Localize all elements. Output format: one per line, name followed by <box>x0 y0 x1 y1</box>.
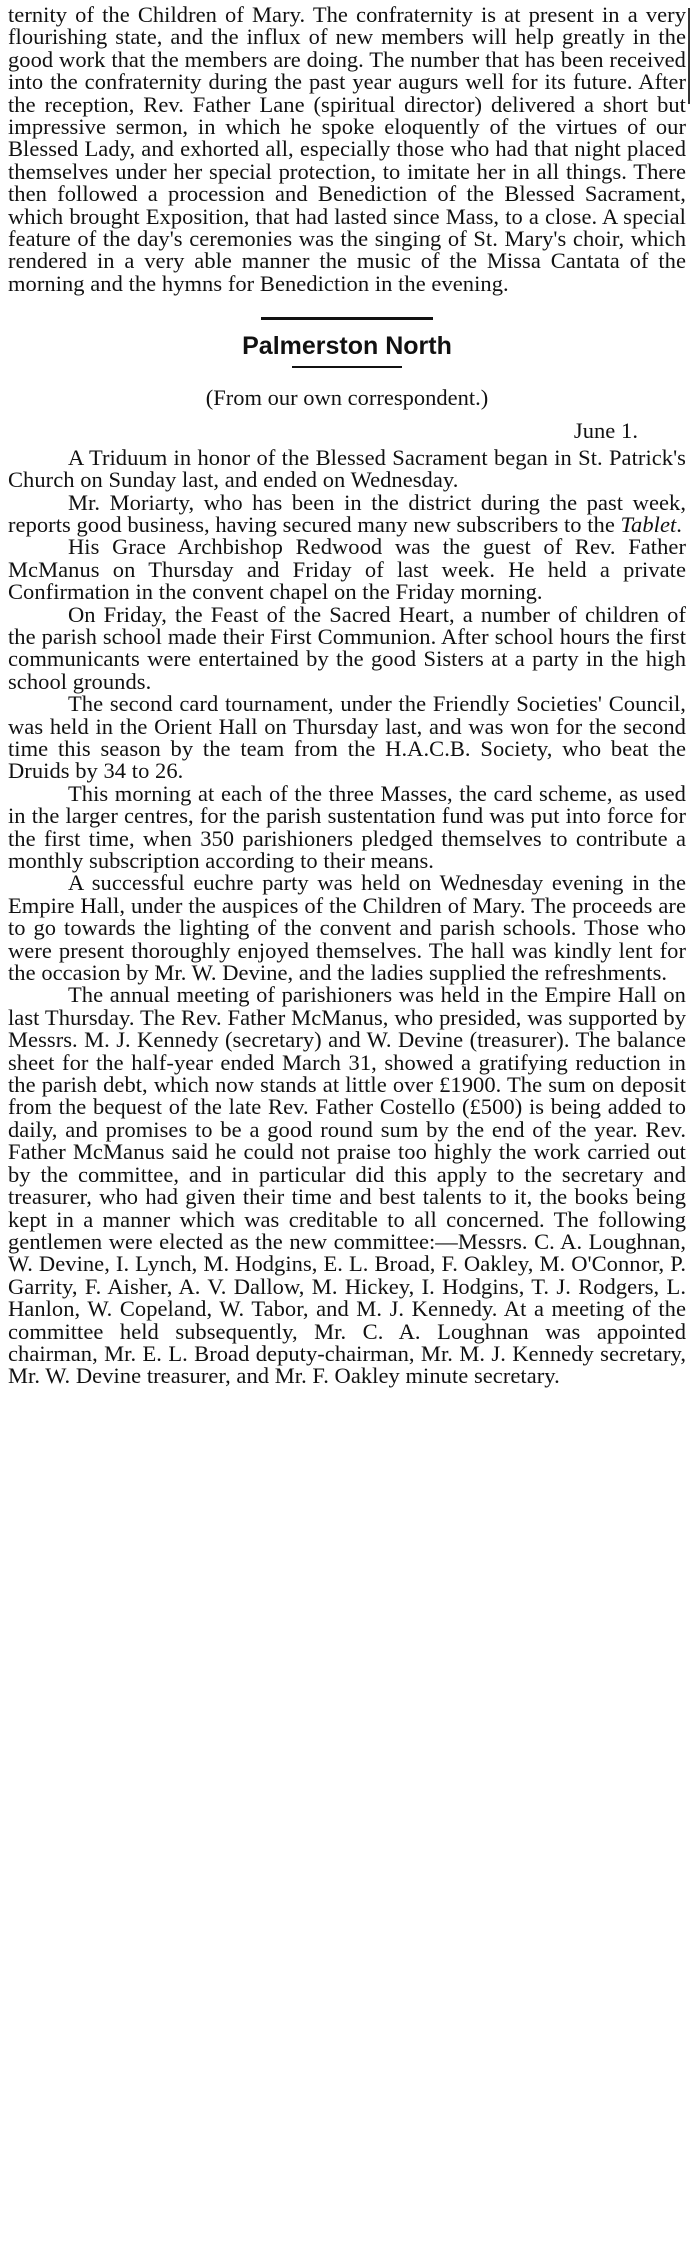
paragraph-moriarty <box>8 489 686 537</box>
paragraph-card-scheme: This morning at each of the three Masses, the card scheme, as used in the larger centres, for the parish sustentation fund was put into force for the first time, when 350 parishioners pledged themselves to contribute a monthly subscription according to their means. <box>8 780 686 873</box>
paragraph-moriarty-text: Mr. Moriarty, who has been in the district during the past week, reports good business, having secured many new subscribers to the <box>8 489 686 537</box>
paragraph-moriarty-end: . <box>676 511 682 537</box>
heading-underline-rule <box>292 366 402 368</box>
paragraph-euchre-party: A successful euchre party was held on Wednesday evening in the Empire Hall, under the auspices of the Children of Mary. The proceeds are to go towards the lighting of the convent and parish schools. Those who were present thoroughly enjoyed themselves. The hall was kindly lent for the occasion by Mr. W. Devine, and the ladies supplied the refreshments. <box>8 870 686 986</box>
correspondent-byline: (From our own correspondent.) <box>205 385 489 411</box>
article-continuation-paragraph: ternity of the Children of Mary. The confraternity is at present in a very flourishing state, and the influx of new members will help greatly in the good work that the members are doing. The number that has been received into the confraternity during the past year augurs well for its future. After the reception, Rev. Father Lane (spiritual director) delivered a short but impressive sermon, in which he spoke eloquently of the virtues of our Blessed Lady, and exhorted all, especially those who had that night placed themselves under her special protection, to imitate her in all things. There then followed a procession and Benediction of the Blessed Sacrament, which brought Exposition, that had lasted since Mass, to a close. A special feature of the day's ceremonies was the singing of St. Mary's choir, which rendered in a very able manner the music of the Missa Cantata of the morning and the hymns for Benediction in the evening. <box>8 2 686 296</box>
paragraph-triduum: A Triduum in honor of the Blessed Sacrament began in St. Patrick's Church on Sunday last, and ended on Wednesday. <box>8 444 686 493</box>
column-edge-rule <box>688 8 690 104</box>
section-heading: Palmerston North <box>242 332 452 361</box>
section-divider-rule <box>261 317 433 320</box>
paragraph-card-tournament: The second card tournament, under the Friendly Societies' Council, was held in the Orient Hall on Thursday last, and was won for the second time this season by the team from the H.A.C.B. Society, who beat the Druids by 34 to 26. <box>8 691 686 784</box>
publication-title: Tablet <box>620 511 677 537</box>
dateline: June 1. <box>573 418 638 444</box>
paragraph-annual-meeting: The annual meeting of parishioners was held in the Empire Hall on last Thursday. The Rev. Father McManus, who presided, was supported by Messrs. M. J. Kennedy (secretary) and W. Devine (treasurer). The balance sheet for the half-year ended March 31, showed a gratifying reduction in the parish debt, which now stands at little over £1900. The sum on deposit from the bequest of the late Rev. Father Costello (£500) is being added to daily, and promises to be a good round sum by the end of the year. Rev. Father McManus said he could not praise too highly the work carried out by the committee, and in particular did this apply to the secretary and treasurer, who had given their time and best talents to it, the books being kept in a manner which was creditable to all concerned. The following gentlemen were elected as the new committee:—Messrs. C. A. Loughnan, W. Devine, I. Lynch, M. Hodgins, E. L. Broad, F. Oakley, M. O'Connor, P. Garrity, F. Aisher, A. V. Dallow, M. Hickey, I. Hodgins, T. J. Rodgers, L. Hanlon, W. Copeland, W. Tabor, and M. J. Kennedy. At a meeting of the committee held subsequently, Mr. C. A. Loughnan was appointed chairman, Mr. E. L. Broad deputy-chairman, Mr. M. J. Kennedy secretary, Mr. W. Devine treasurer, and Mr. F. Oakley minute secretary. <box>8 982 686 1389</box>
paragraph-archbishop: His Grace Archbishop Redwood was the guest of Rev. Father McManus on Thursday and Friday of last week. He held a private Confirmation in the convent chapel on the Friday morning. <box>8 534 686 605</box>
paragraph-sacred-heart: On Friday, the Feast of the Sacred Heart, a number of children of the parish school made their First Communion. After school hours the first communicants were entertained by the good Sisters at a party in the high school grounds. <box>8 601 686 694</box>
